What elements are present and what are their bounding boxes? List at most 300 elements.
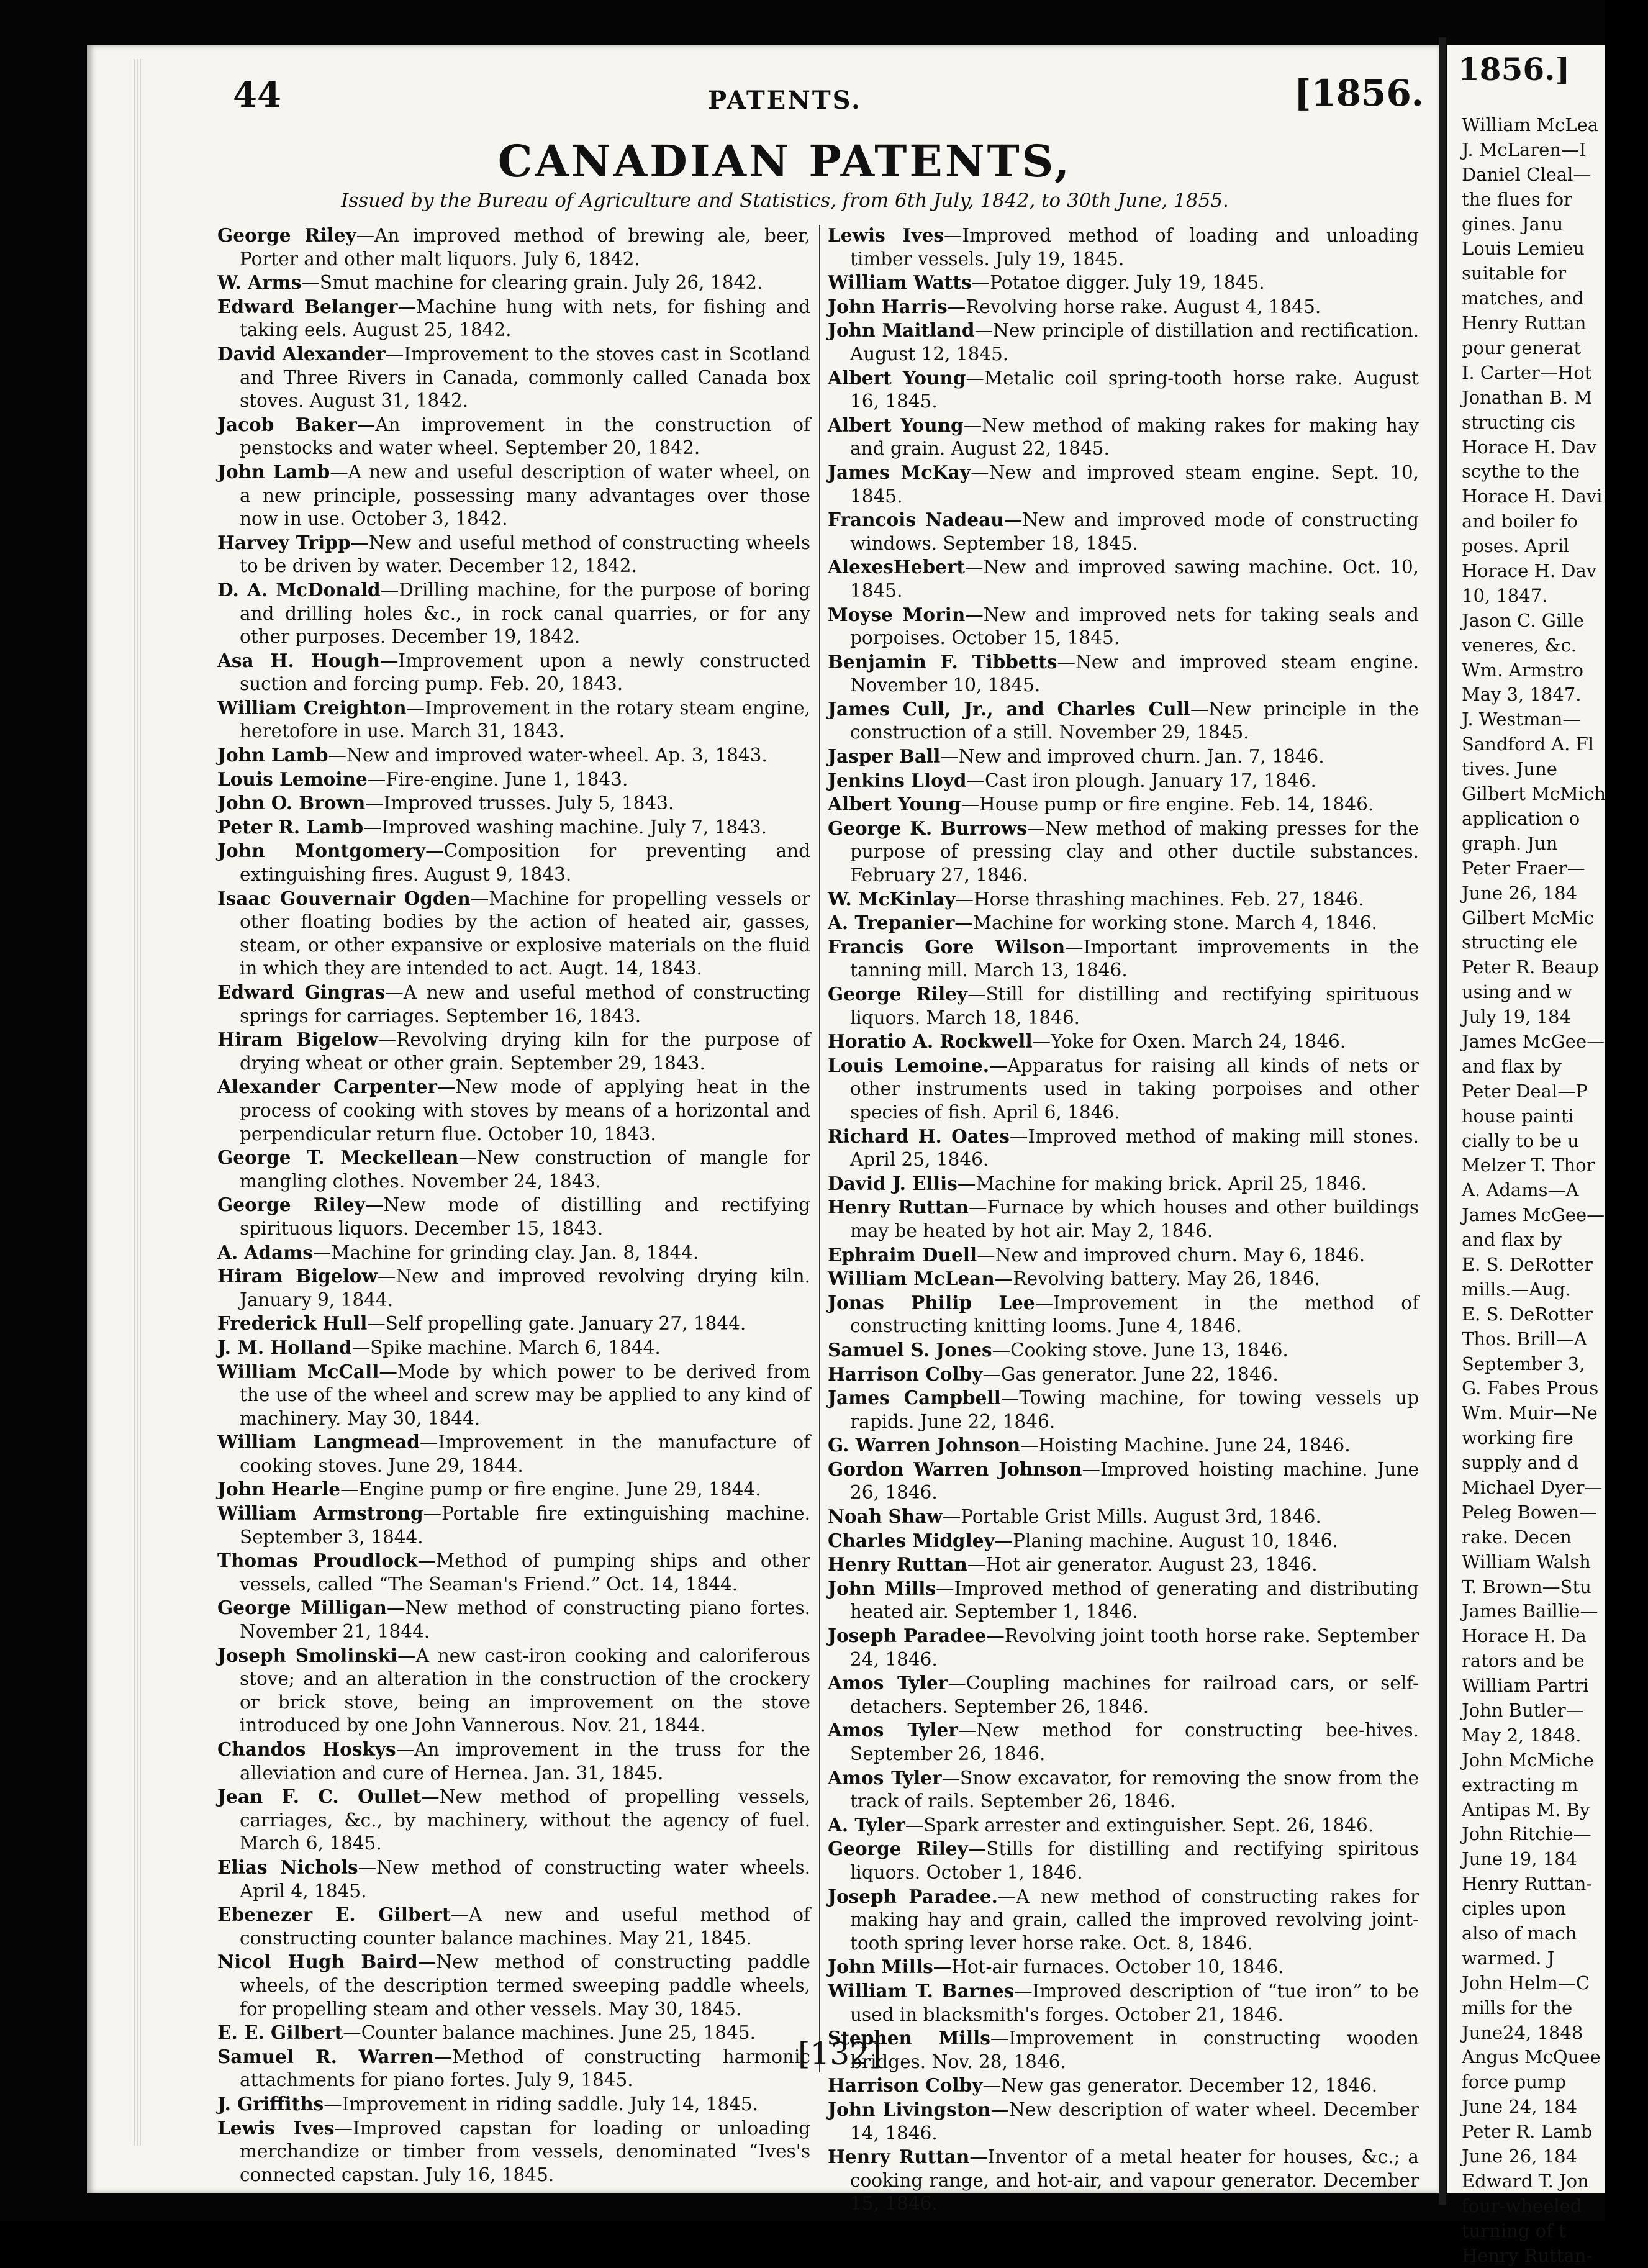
inventor-name: George T. Meckellean <box>217 1146 459 1169</box>
patent-description: —A new method of constructing rakes for making hay and grain, called the improved revolving joint-tooth spring lever horse rake. Oct. 8, 1846. <box>850 1885 1419 1954</box>
inventor-name: Ebenezer E. Gilbert <box>217 1903 451 1926</box>
next-page-line: E. S. DeRotter <box>1462 1253 1593 1275</box>
patent-entry <box>828 414 1419 461</box>
next-page-line: tives. June <box>1462 758 1557 780</box>
patent-description: —Gas generator. June 22, 1846. <box>982 1363 1279 1385</box>
inventor-name: Nicol Hugh Baird <box>217 1951 418 1973</box>
patent-description: —Spark arrester and extinguisher. Sept. 26, 1846. <box>905 1814 1374 1836</box>
patent-description: —New and improved steam engine. Sept. 10, 1845. <box>850 461 1419 507</box>
inventor-name: G. Warren Johnson <box>828 1434 1021 1456</box>
inventor-name: Joseph Paradee <box>828 1625 987 1647</box>
inventor-name: William McLean <box>828 1268 995 1290</box>
patent-entry <box>828 555 1419 602</box>
next-page-line: Horace H. Dav <box>1462 560 1597 582</box>
next-page-line: Jason C. Gille <box>1462 609 1584 631</box>
inventor-name: Jasper Ball <box>828 745 941 768</box>
inventor-name: Samuel S. Jones <box>828 1338 992 1361</box>
inventor-name: Moyse Morin <box>828 603 966 625</box>
patent-entry <box>828 319 1419 366</box>
patent-description: —Hot air generator. August 23, 1846. <box>967 1554 1318 1576</box>
patent-description: —Machine for making brick. April 25, 1846. <box>957 1173 1367 1194</box>
patent-entry <box>217 271 810 295</box>
patent-description: —An improved method of brewing ale, beer, Porter and other malt liquors. July 6, 1842. <box>240 225 810 270</box>
inventor-name: Charles Midgley <box>828 1529 995 1551</box>
next-page-line: Peter Deal—P <box>1462 1080 1588 1102</box>
running-head <box>146 70 1424 125</box>
patent-entry <box>828 817 1419 887</box>
next-page-line: and boiler fo <box>1462 510 1578 532</box>
patent-description: —Horse thrashing machines. Feb. 27, 1846. <box>955 888 1364 910</box>
patent-description: —An improvement in the construction of penstocks and water wheel. September 20, 1842. <box>240 414 810 459</box>
next-page-line: John Butler— <box>1462 1700 1584 1721</box>
next-page-line: four-wheeled <box>1462 2195 1582 2216</box>
patent-entry <box>828 792 1419 817</box>
inventor-name: Henry Ruttan <box>828 1553 967 1576</box>
next-page-line: structing cis <box>1462 411 1576 433</box>
next-page-line: June 24, 184 <box>1462 2096 1578 2118</box>
patent-description: —Improved description of “tue iron” to be used in blacksmith's forges. October 21, 1846. <box>850 1980 1419 2025</box>
next-page-line: June 26, 184 <box>1462 2146 1578 2167</box>
patent-description: —New method of making presses for the purpose of pressing clay and other ductile substances. February 27, 1846. <box>850 817 1419 886</box>
inventor-name: E. E. Gilbert <box>217 2021 343 2044</box>
inventor-name: Jonas Philip Lee <box>828 1291 1035 1313</box>
next-page-line: John Ritchie— <box>1462 1823 1591 1845</box>
patent-description: —Method of pumping ships and other vessels, called “The Seaman's Friend.” Oct. 14, 1844. <box>240 1550 810 1595</box>
patent-entry <box>217 743 810 768</box>
next-page-line: Henry Ruttan- <box>1462 1873 1593 1895</box>
patent-description: —Towing machine, for towing vessels up rapids. June 22, 1846. <box>850 1387 1419 1432</box>
patent-entry <box>217 1028 810 1075</box>
inventor-name: James McKay <box>828 461 971 483</box>
inventor-name: Amos Tyler <box>828 1672 948 1694</box>
next-page-line: turning of t <box>1462 2220 1566 2241</box>
footer-mark: [132] <box>798 2036 882 2072</box>
patent-entry <box>828 2026 1419 2074</box>
patent-entry <box>828 1979 1419 2026</box>
next-page-line: structing ele <box>1462 932 1578 953</box>
patent-description: —A new and useful method of constructing counter balance machines. May 21, 1845. <box>240 1904 810 1949</box>
patent-description: —New and improved mode of constructing windows. September 18, 1845. <box>850 509 1419 554</box>
patent-entry <box>828 1458 1419 1505</box>
next-page-line: William Walsh <box>1462 1551 1591 1572</box>
patent-description: —New and improved steam engine. November 10, 1845. <box>850 651 1419 696</box>
next-page-line: ciples upon <box>1462 1898 1566 1920</box>
inventor-name: Edward Belanger <box>217 295 398 317</box>
next-page-line: William McLea <box>1462 114 1599 135</box>
right-page-fragment <box>1447 45 1606 2266</box>
patent-entry <box>217 768 810 792</box>
patent-entry <box>828 508 1419 555</box>
patent-description: —Improved trusses. July 5, 1843. <box>365 792 674 814</box>
patent-description: —Revolving drying kiln for the purpose of drying wheat or other grain. September 29, 1843. <box>240 1029 810 1074</box>
next-page-line: rators and be <box>1462 1650 1585 1672</box>
page-edge <box>134 59 143 2146</box>
patent-description: —Cast iron plough. January 17, 1846. <box>966 769 1316 791</box>
inventor-name: Noah Shaw <box>828 1505 943 1528</box>
next-page-line: Henry Ruttan- <box>1462 2244 1593 2266</box>
inventor-name: Lewis Ives <box>217 2116 335 2139</box>
patent-entry <box>828 1386 1419 1433</box>
inventor-name: Francis Gore Wilson <box>828 935 1066 958</box>
inventor-name: Amos Tyler <box>828 1766 942 1789</box>
patent-entry <box>217 887 810 981</box>
next-page-line: cially to be u <box>1462 1130 1579 1151</box>
page-subtitle: Issued by the Bureau of Agriculture and Statistics, from 6th July, 1842, to 30th June, 1855. <box>341 189 1229 212</box>
patent-description: —Self propelling gate. January 27, 1844. <box>367 1313 746 1335</box>
patent-entry <box>217 1549 810 1596</box>
patent-description: —Revolving battery. May 26, 1846. <box>994 1268 1320 1290</box>
patent-description: —New and improved nets for taking seals and porpoises. October 15, 1845. <box>850 604 1419 649</box>
inventor-name: William Watts <box>828 271 972 294</box>
patent-entry <box>828 1813 1419 1838</box>
patent-description: —Hot-air furnaces. October 10, 1846. <box>933 1956 1284 1978</box>
next-page-line: September 3, <box>1462 1353 1585 1374</box>
next-page-line: the flues for <box>1462 188 1573 210</box>
patent-description: —Improved method of making mill stones. April 25, 1846. <box>850 1125 1419 1171</box>
patent-description: —New and useful method of constructing wheels to be driven by water. December 12, 1842. <box>240 532 810 577</box>
patent-description: —Drilling machine, for the purpose of boring and drilling holes &c., in rock canal quarries, or for any other purposes. December 19, 1842. <box>240 579 810 648</box>
patent-description: —New principle of distillation and rectification. August 12, 1845. <box>850 320 1419 365</box>
patent-description: —Mode by which power to be derived from the use of the wheel and screw may be applied to any kind of machinery. May 30, 1844. <box>240 1361 810 1429</box>
patent-description: —New method of propelling vessels, carriages, &c., by machinery, without the agency of fuel. March 6, 1845. <box>240 1786 810 1854</box>
patent-description: —Improvement in the manufacture of cooking stoves. June 29, 1844. <box>240 1431 811 1476</box>
next-page-line: Henry Ruttan <box>1462 312 1587 334</box>
next-page-line: Antipas M. By <box>1462 1799 1590 1820</box>
patent-description: —Improvement in the rotary steam engine, heretofore in use. March 31, 1843. <box>240 697 811 742</box>
patent-description: —Machine for working stone. March 4, 1846. <box>954 912 1377 934</box>
patent-description: —Improvement to the stoves cast in Scotland and Three Rivers in Canada, commonly called Canada box stoves. August 31, 1842. <box>240 343 810 412</box>
patent-entry <box>828 2145 1419 2216</box>
patent-entry <box>828 224 1419 271</box>
patent-entry <box>217 460 810 531</box>
patent-description: —A new and useful description of water wheel, on a new principle, possessing many advantages over those now in use. October 3, 1842. <box>240 461 811 530</box>
next-page-line: John Helm—C <box>1462 1972 1590 1994</box>
patent-description: —Improved hoisting machine. June 26, 1846. <box>850 1458 1419 1504</box>
patent-entry <box>217 1430 810 1477</box>
patent-entry <box>828 2098 1419 2145</box>
inventor-name: John Maitland <box>828 319 975 342</box>
patent-description: —Counter balance machines. June 25, 1845. <box>343 2022 756 2044</box>
patent-entry <box>828 1125 1419 1172</box>
inventor-name: W. McKinlay <box>828 887 956 910</box>
inventor-name: Harvey Tripp <box>217 531 351 553</box>
inventor-name: John Lamb <box>217 744 328 766</box>
patent-description: —Hoisting Machine. June 24, 1846. <box>1020 1435 1351 1456</box>
next-page-line: using and w <box>1462 981 1572 1003</box>
inventor-name: J. M. Holland <box>217 1336 352 1358</box>
next-page-line: scythe to the <box>1462 461 1580 483</box>
patent-description: —Improvement in the method of constructing knitting looms. June 4, 1846. <box>850 1292 1419 1337</box>
patent-entry <box>828 295 1419 319</box>
inventor-name: David J. Ellis <box>828 1172 958 1194</box>
patent-description: —House pump or fire engine. Feb. 14, 1846. <box>961 794 1374 815</box>
patent-entry <box>828 769 1419 793</box>
patent-entry <box>217 1785 810 1856</box>
inventor-name: George Riley <box>217 1194 365 1216</box>
patent-entry <box>217 1264 810 1312</box>
next-page-line: Melzer T. Thor <box>1462 1154 1595 1176</box>
inventor-name: Jenkins Lloyd <box>828 769 967 791</box>
patent-description: —New gas generator. December 12, 1846. <box>982 2075 1378 2097</box>
next-page-line: force pump <box>1462 2071 1566 2093</box>
patent-entry <box>828 2074 1419 2098</box>
next-page-line: Sandford A. Fl <box>1462 733 1595 755</box>
inventor-name: John Mills <box>828 1577 936 1599</box>
next-page-line: J. Westman— <box>1462 709 1581 730</box>
patent-description: —Apparatus for raising all kinds of nets or other instruments used in taking porpoises and other species of fish. April 6, 1846. <box>850 1055 1419 1123</box>
patent-description: —A new and useful method of constructing springs for carriages. September 16, 1843. <box>240 982 810 1027</box>
patent-entry <box>828 1624 1419 1671</box>
inventor-name: Asa H. Hough <box>217 649 380 671</box>
inventor-name: Lewis Ives <box>828 224 944 246</box>
inventor-name: William Armstrong <box>217 1502 423 1525</box>
inventor-name: James Cull, Jr., and Charles Cull <box>828 697 1190 720</box>
patent-entry <box>217 1903 810 1950</box>
patent-description: —New and improved churn. May 6, 1846. <box>977 1244 1365 1266</box>
next-page-line: mills.—Aug. <box>1462 1278 1571 1300</box>
patent-entry <box>828 271 1419 295</box>
patent-entry <box>217 1596 810 1643</box>
next-page-line: June 19, 184 <box>1462 1848 1578 1870</box>
patent-description: —New method for constructing bee-hives. September 26, 1846. <box>850 1720 1419 1764</box>
next-page-line: graph. Jun <box>1462 832 1558 854</box>
patent-description: —Improvement upon a newly constructed suction and forcing pump. Feb. 20, 1843. <box>240 650 810 695</box>
inventor-name: Gordon Warren Johnson <box>828 1458 1082 1480</box>
next-page-line: Michael Dyer— <box>1462 1476 1603 1498</box>
inventor-name: Alexander Carpenter <box>217 1076 437 1098</box>
patent-description: —New method of making rakes for making hay and grain. August 22, 1845. <box>850 414 1419 460</box>
inventor-name: Stephen Mills <box>828 2027 990 2049</box>
inventor-name: Edward Gingras <box>217 981 386 1003</box>
patent-entry <box>217 1738 810 1785</box>
patent-entry <box>828 1054 1419 1125</box>
next-page-line: Edward T. Jon <box>1462 2170 1589 2192</box>
inventor-name: David Alexander <box>217 342 386 365</box>
next-page-line: working fire <box>1462 1427 1573 1449</box>
next-page-line: Horace H. Davi <box>1462 486 1603 507</box>
inventor-name: J. Griffiths <box>217 2092 324 2115</box>
next-page-line: Peleg Bowen— <box>1462 1501 1598 1523</box>
next-page-line: rake. Decen <box>1462 1526 1572 1548</box>
patent-description: —New and improved revolving drying kiln. January 9, 1844. <box>240 1266 810 1310</box>
patent-entry <box>828 1172 1419 1196</box>
inventor-name: Henry Ruttan <box>828 2146 970 2168</box>
patent-description: —Portable fire extinguishing machine. September 3, 1844. <box>240 1503 810 1548</box>
patent-description: —New and improved churn. Jan. 7, 1846. <box>940 746 1324 768</box>
patent-entry <box>828 603 1419 650</box>
patent-description: —New and improved water-wheel. Ap. 3, 1843. <box>328 745 767 766</box>
inventor-name: James Campbell <box>828 1387 1001 1409</box>
next-page-lines <box>1462 113 1648 2268</box>
inventor-name: William T. Barnes <box>828 1979 1015 2002</box>
patent-entry <box>828 1338 1419 1363</box>
inventor-name: Albert Young <box>828 793 961 815</box>
next-page-line: Horace H. Dav <box>1462 436 1597 458</box>
inventor-name: John O. Brown <box>217 792 366 814</box>
patent-description: —Improved method of generating and distributing heated air. September 1, 1846. <box>850 1577 1419 1623</box>
inventor-name: Chandos Hoskys <box>217 1738 396 1760</box>
inventor-name: A. Tyler <box>828 1813 905 1836</box>
inventor-name: Louis Lemoine. <box>828 1054 989 1076</box>
left-column <box>217 224 811 2185</box>
inventor-name: Amos Tyler <box>828 1719 958 1741</box>
patent-entry <box>217 1193 810 1240</box>
patent-entry <box>217 2045 810 2092</box>
next-page-line: and flax by <box>1462 1055 1562 1077</box>
next-page-line: Wm. Muir—Ne <box>1462 1402 1598 1424</box>
inventor-name: John Harris <box>828 295 948 317</box>
patent-entry <box>217 1856 810 1903</box>
inventor-name: A. Adams <box>217 1241 313 1263</box>
next-page-line: Daniel Cleal— <box>1462 163 1591 185</box>
next-page-line: poses. April <box>1462 535 1570 557</box>
inventor-name: Thomas Proudlock <box>217 1549 418 1572</box>
next-page-line: Peter R. Lamb <box>1462 2121 1593 2143</box>
patent-entry <box>217 815 810 840</box>
patent-description: —Planing machine. August 10, 1846. <box>994 1530 1338 1551</box>
next-page-line: June24, 1848 <box>1462 2021 1583 2043</box>
patent-description: —Machine for propelling vessels or other floating bodies by the action of heated air, gasses, steam, or other expansive or explosive materials on the fluid in which they are intended to act. Augt. 14, 1843. <box>240 887 810 979</box>
patent-description: —Cooking stove. June 13, 1846. <box>992 1339 1288 1361</box>
page-number: 44 <box>233 75 281 116</box>
patent-description: —Machine for grinding clay. Jan. 8, 1844. <box>312 1241 699 1263</box>
patent-description: —Improved method of loading and unloading timber vessels. July 19, 1845. <box>850 225 1419 270</box>
next-page-line: also of mach <box>1462 1923 1577 1944</box>
patent-entry <box>828 1291 1419 1338</box>
inventor-name: Elias Nichols <box>217 1856 358 1878</box>
patent-description: —Method of constructing harmonic attachments for piano fortes. July 9, 1845. <box>240 2046 811 2091</box>
next-page-line: J. McLaren—I <box>1462 138 1587 160</box>
inventor-name: Ephraim Duell <box>828 1243 977 1266</box>
patent-description: —Smut machine for clearing grain. July 26, 1842. <box>301 272 763 294</box>
patent-entry <box>828 1030 1419 1054</box>
patent-description: —Metalic coil spring-tooth horse rake. August 16, 1845. <box>850 367 1419 412</box>
next-page-line: James McGee— <box>1462 1030 1605 1052</box>
patent-entry <box>828 1671 1419 1718</box>
next-page-line: May 3, 1847. <box>1462 684 1582 705</box>
patent-description: —Portable Grist Mills. August 3rd, 1846. <box>942 1506 1321 1528</box>
next-page-line: Angus McQuee <box>1462 2046 1601 2068</box>
patent-description: —New method of constructing piano fortes. November 21, 1844. <box>240 1597 810 1643</box>
patent-description: —New principle in the construction of a still. November 29, 1845. <box>850 698 1419 743</box>
patent-description: —Potatoe digger. July 19, 1845. <box>971 272 1265 294</box>
patent-entry <box>217 1644 810 1738</box>
next-page-line: Thos. Brill—A <box>1462 1328 1587 1349</box>
patent-entry <box>217 2092 810 2116</box>
patent-entry <box>828 650 1419 697</box>
inventor-name: Hiram Bigelow <box>217 1028 378 1051</box>
inventor-name: A. Trepanier <box>828 912 955 934</box>
patent-entry <box>217 1502 810 1549</box>
inventor-name: William Creighton <box>217 696 407 719</box>
patent-description: —New and improved sawing machine. Oct. 10, 1845. <box>850 556 1419 601</box>
inventor-name: Hiram Bigelow <box>217 1265 378 1287</box>
patent-description: —Engine pump or fire engine. June 29, 1844. <box>340 1479 761 1500</box>
patent-entry <box>828 461 1419 508</box>
patent-entry <box>828 982 1419 1030</box>
next-page-line: Wm. Armstro <box>1462 659 1583 681</box>
patent-description: —Yoke for Oxen. March 24, 1846. <box>1032 1031 1346 1053</box>
patent-entry <box>828 1885 1419 1956</box>
inventor-name: John Hearle <box>217 1478 341 1500</box>
next-page-line: application o <box>1462 807 1580 829</box>
patent-description: —Still for distilling and rectifying spirituous liquors. March 18, 1846. <box>850 984 1419 1028</box>
patent-entry <box>217 981 810 1028</box>
inventor-name: Jacob Baker <box>217 413 357 435</box>
next-page-line: John McMiche <box>1462 1749 1594 1771</box>
patent-entry <box>828 887 1419 912</box>
next-page-line: T. Brown—Stu <box>1462 1576 1591 1597</box>
inventor-name: George Milligan <box>217 1597 387 1619</box>
inventor-name: John Mills <box>828 1956 933 1978</box>
patent-entry <box>828 1433 1419 1458</box>
patent-entry <box>828 366 1419 414</box>
inventor-name: John Montgomery <box>217 840 426 862</box>
patent-entry <box>217 1477 810 1502</box>
patent-entry <box>217 1336 810 1360</box>
inventor-name: Isaac Gouvernair Ogden <box>217 887 471 909</box>
patent-entry <box>217 224 810 271</box>
inventor-name: Benjamin F. Tibbetts <box>828 650 1057 673</box>
next-page-line: and flax by <box>1462 1229 1562 1251</box>
next-page-line: Gilbert McMich <box>1462 783 1606 805</box>
patent-description: —An improvement in the truss for the alleviation and cure of Hernea. Jan. 31, 1845. <box>240 1739 810 1784</box>
next-page-line: Peter R. Beaup <box>1462 956 1599 978</box>
patent-description: —Fire-engine. June 1, 1843. <box>367 768 628 790</box>
inventor-name: William Langmead <box>217 1431 420 1453</box>
inventor-name: Horatio A. Rockwell <box>828 1030 1033 1053</box>
patent-entry <box>217 1312 810 1336</box>
next-page-line: extracting m <box>1462 1774 1578 1795</box>
next-page-line: James McGee— <box>1462 1204 1605 1226</box>
inventor-name: George K. Burrows <box>828 817 1027 839</box>
patent-entry <box>217 649 810 696</box>
patent-description: —Machine hung with nets, for fishing and taking eels. August 25, 1842. <box>240 296 810 341</box>
patent-entry <box>828 935 1419 982</box>
patent-description: —Spike machine. March 6, 1844. <box>351 1336 661 1358</box>
patent-description: —New method of constructing water wheels. April 4, 1845. <box>240 1856 810 1902</box>
inventor-name: Albert Young <box>828 366 966 389</box>
patent-entry <box>828 1577 1419 1624</box>
patent-entry <box>828 1553 1419 1577</box>
section-title: PATENTS. <box>708 86 862 115</box>
patent-description: —Coupling machines for railroad cars, or self-detachers. September 26, 1846. <box>850 1672 1419 1717</box>
inventor-name: Louis Lemoine <box>217 768 368 790</box>
inventor-name: John Lamb <box>217 460 330 483</box>
patent-entry <box>217 578 810 649</box>
header-year: [1856. <box>1293 72 1424 114</box>
patent-entry <box>828 1529 1419 1553</box>
patent-entry <box>217 791 810 815</box>
patent-entry <box>828 1363 1419 1387</box>
next-page-line: I. Carter—Hot <box>1462 361 1592 383</box>
patent-entry <box>217 1360 810 1431</box>
inventor-name: Francois Nadeau <box>828 509 1004 531</box>
patent-entry <box>217 531 810 578</box>
book-gutter <box>1439 37 1446 2205</box>
inventor-name: Harrison Colby <box>828 2074 983 2097</box>
column-divider <box>819 225 820 2072</box>
inventor-name: Harrison Colby <box>828 1363 983 1385</box>
patent-description: —Revolving horse rake. August 4, 1845. <box>947 296 1321 317</box>
next-page-line: Gilbert McMic <box>1462 907 1595 928</box>
next-page-line: matches, and <box>1462 288 1584 309</box>
patent-entry <box>828 1195 1419 1243</box>
next-page-line: warmed. J <box>1462 1947 1555 1969</box>
next-page-line: June 26, 184 <box>1462 882 1578 904</box>
next-page-line: E. S. DeRotter <box>1462 1303 1593 1325</box>
next-page-line: July 19, 184 <box>1462 1006 1571 1028</box>
